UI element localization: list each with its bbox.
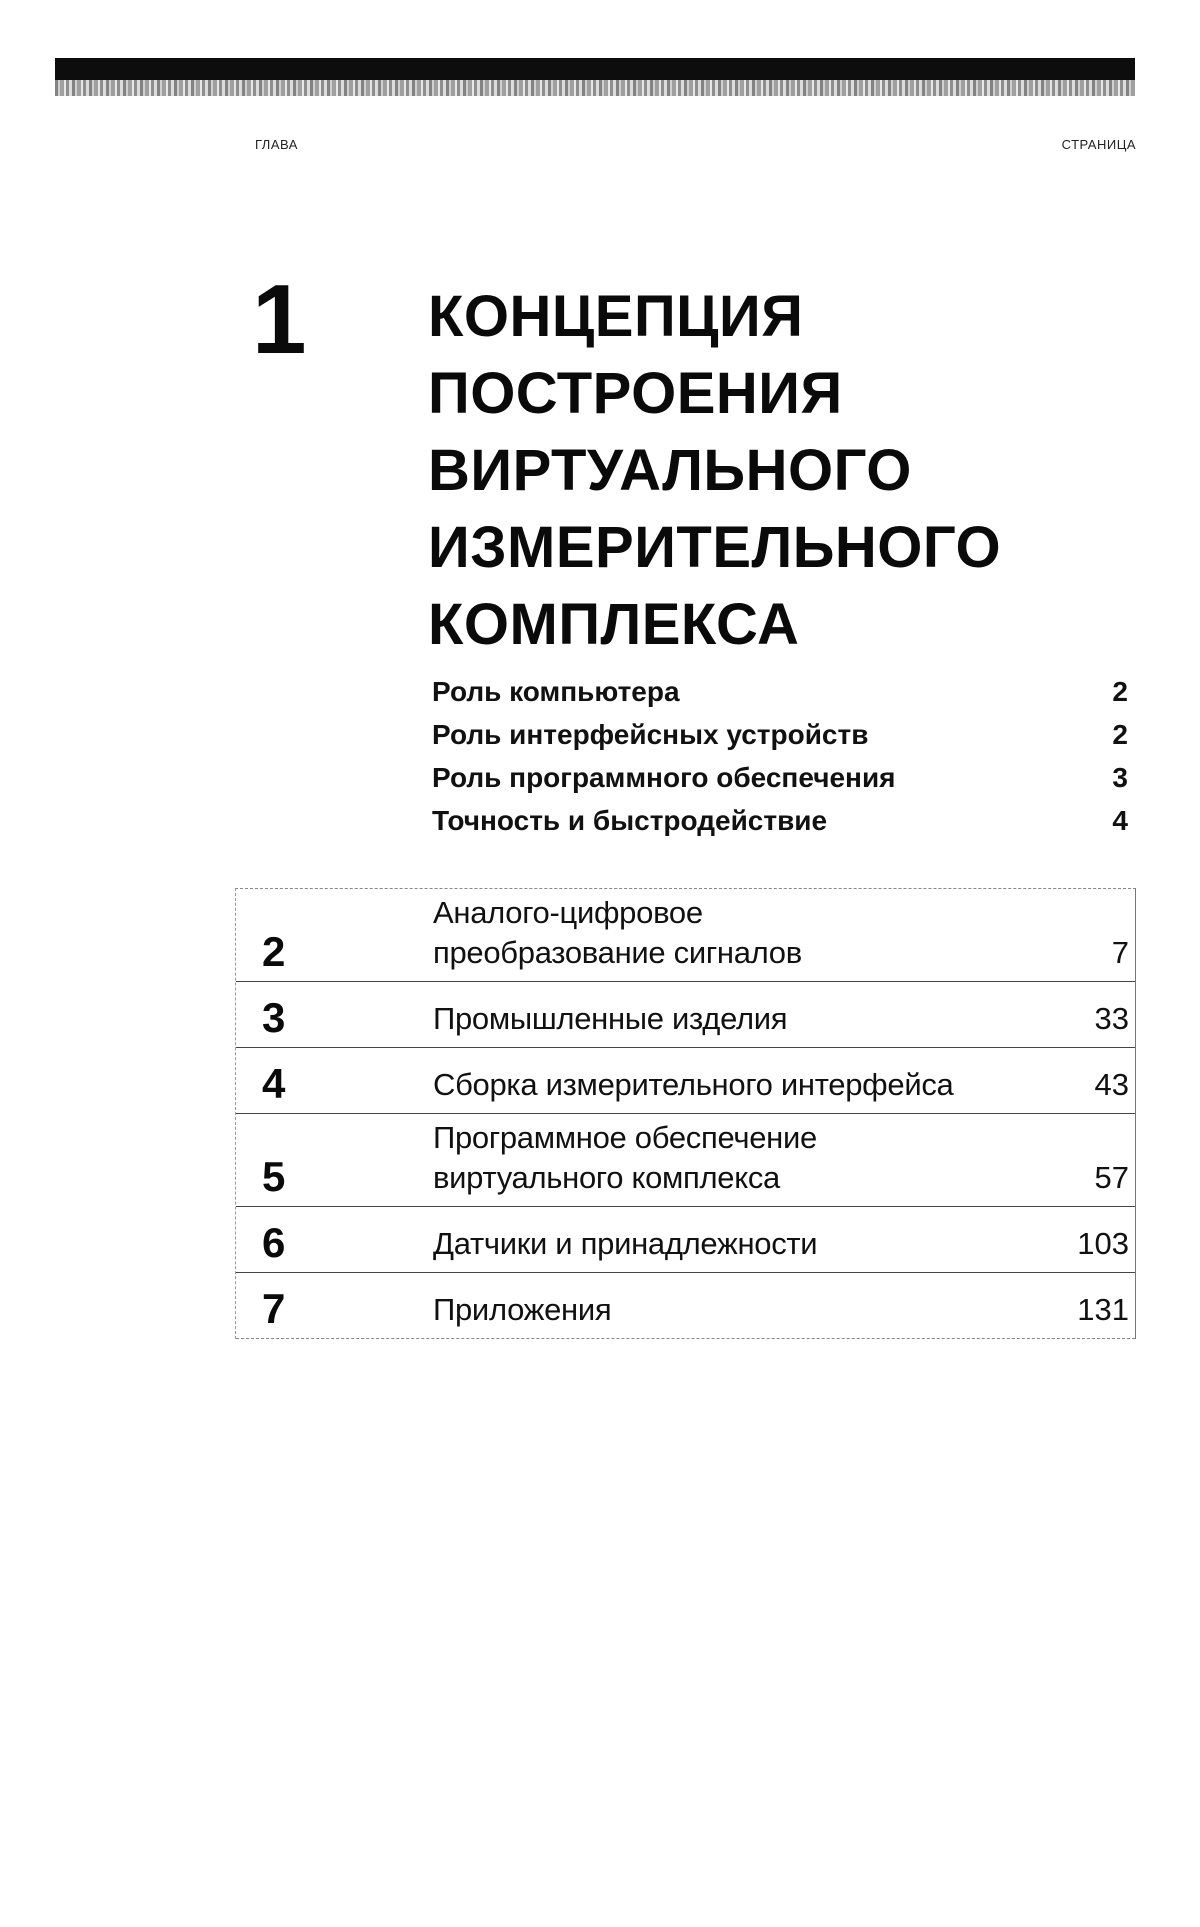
chapter-1-sections bbox=[432, 676, 1128, 848]
section-entry[interactable] bbox=[432, 719, 1128, 762]
chapter-title bbox=[433, 1290, 993, 1330]
chapter-page: 33 bbox=[1094, 1001, 1129, 1036]
section-page: 4 bbox=[1112, 805, 1128, 836]
chapter-title bbox=[433, 893, 993, 973]
chapters-table bbox=[235, 888, 1136, 1339]
chapter-1-title-line: ПОСТРОЕНИЯ bbox=[428, 361, 843, 426]
chapter-1-title-line: КОМПЛЕКСА bbox=[428, 592, 800, 657]
section-entry[interactable] bbox=[432, 762, 1128, 805]
chapter-row[interactable] bbox=[236, 1048, 1135, 1114]
section-page: 3 bbox=[1112, 762, 1128, 793]
chapter-1-title bbox=[428, 278, 1068, 663]
chapter-title-line: Программное обеспечение bbox=[433, 1120, 817, 1155]
chapter-title bbox=[433, 1118, 993, 1198]
chapter-row[interactable] bbox=[236, 889, 1135, 982]
chapter-title-line: Сборка измерительного интерфейса bbox=[433, 1067, 954, 1102]
section-title: Роль интерфейсных устройств bbox=[432, 719, 869, 750]
chapter-row[interactable] bbox=[236, 982, 1135, 1048]
chapter-row[interactable] bbox=[236, 1273, 1135, 1339]
chapter-page: 43 bbox=[1094, 1067, 1129, 1102]
chapter-page: 103 bbox=[1077, 1226, 1129, 1261]
chapter-title-line: Датчики и принадлежности bbox=[433, 1226, 818, 1261]
chapter-1-number: 1 bbox=[252, 264, 307, 374]
chapter-title-line: Приложения bbox=[433, 1292, 612, 1327]
chapter-1-title-line: ВИРТУАЛЬНОГО bbox=[428, 438, 912, 503]
section-title: Роль программного обеспечения bbox=[432, 762, 896, 793]
chapter-title-line: Промышленные изделия bbox=[433, 1001, 788, 1036]
chapter-page: 57 bbox=[1094, 1160, 1129, 1195]
section-title: Роль компьютера bbox=[432, 676, 680, 707]
chapter-row[interactable] bbox=[236, 1207, 1135, 1273]
chapter-number: 3 bbox=[262, 994, 286, 1041]
chapter-title-line: Аналого-цифровое bbox=[433, 895, 703, 930]
page-column-label: СТРАНИЦА bbox=[1061, 137, 1136, 152]
section-entry[interactable] bbox=[432, 805, 1128, 848]
chapter-page: 7 bbox=[1111, 935, 1129, 970]
chapter-title bbox=[433, 999, 993, 1039]
chapter-number: 2 bbox=[262, 928, 286, 975]
chapter-1-title-line: КОНЦЕПЦИЯ bbox=[428, 284, 804, 349]
section-entry[interactable] bbox=[432, 676, 1128, 719]
chapter-number: 4 bbox=[262, 1060, 286, 1107]
header-rule-texture bbox=[55, 80, 1135, 96]
chapter-number: 6 bbox=[262, 1219, 286, 1266]
header-rule bbox=[55, 58, 1135, 80]
section-page: 2 bbox=[1112, 676, 1128, 707]
chapter-row[interactable] bbox=[236, 1114, 1135, 1207]
chapter-1-title-line: ИЗМЕРИТЕЛЬНОГО bbox=[428, 515, 1002, 580]
chapter-number: 5 bbox=[262, 1153, 286, 1200]
chapter-page: 131 bbox=[1077, 1292, 1129, 1327]
chapter-title bbox=[433, 1065, 993, 1105]
section-title: Точность и быстродействие bbox=[432, 805, 828, 836]
chapter-title-line: виртуального комплекса bbox=[433, 1160, 780, 1195]
chapter-column-label: ГЛАВА bbox=[255, 137, 298, 152]
section-page: 2 bbox=[1112, 719, 1128, 750]
chapter-number: 7 bbox=[262, 1285, 286, 1332]
chapter-title-line: преобразование сигналов bbox=[433, 935, 802, 970]
chapter-title bbox=[433, 1224, 993, 1264]
